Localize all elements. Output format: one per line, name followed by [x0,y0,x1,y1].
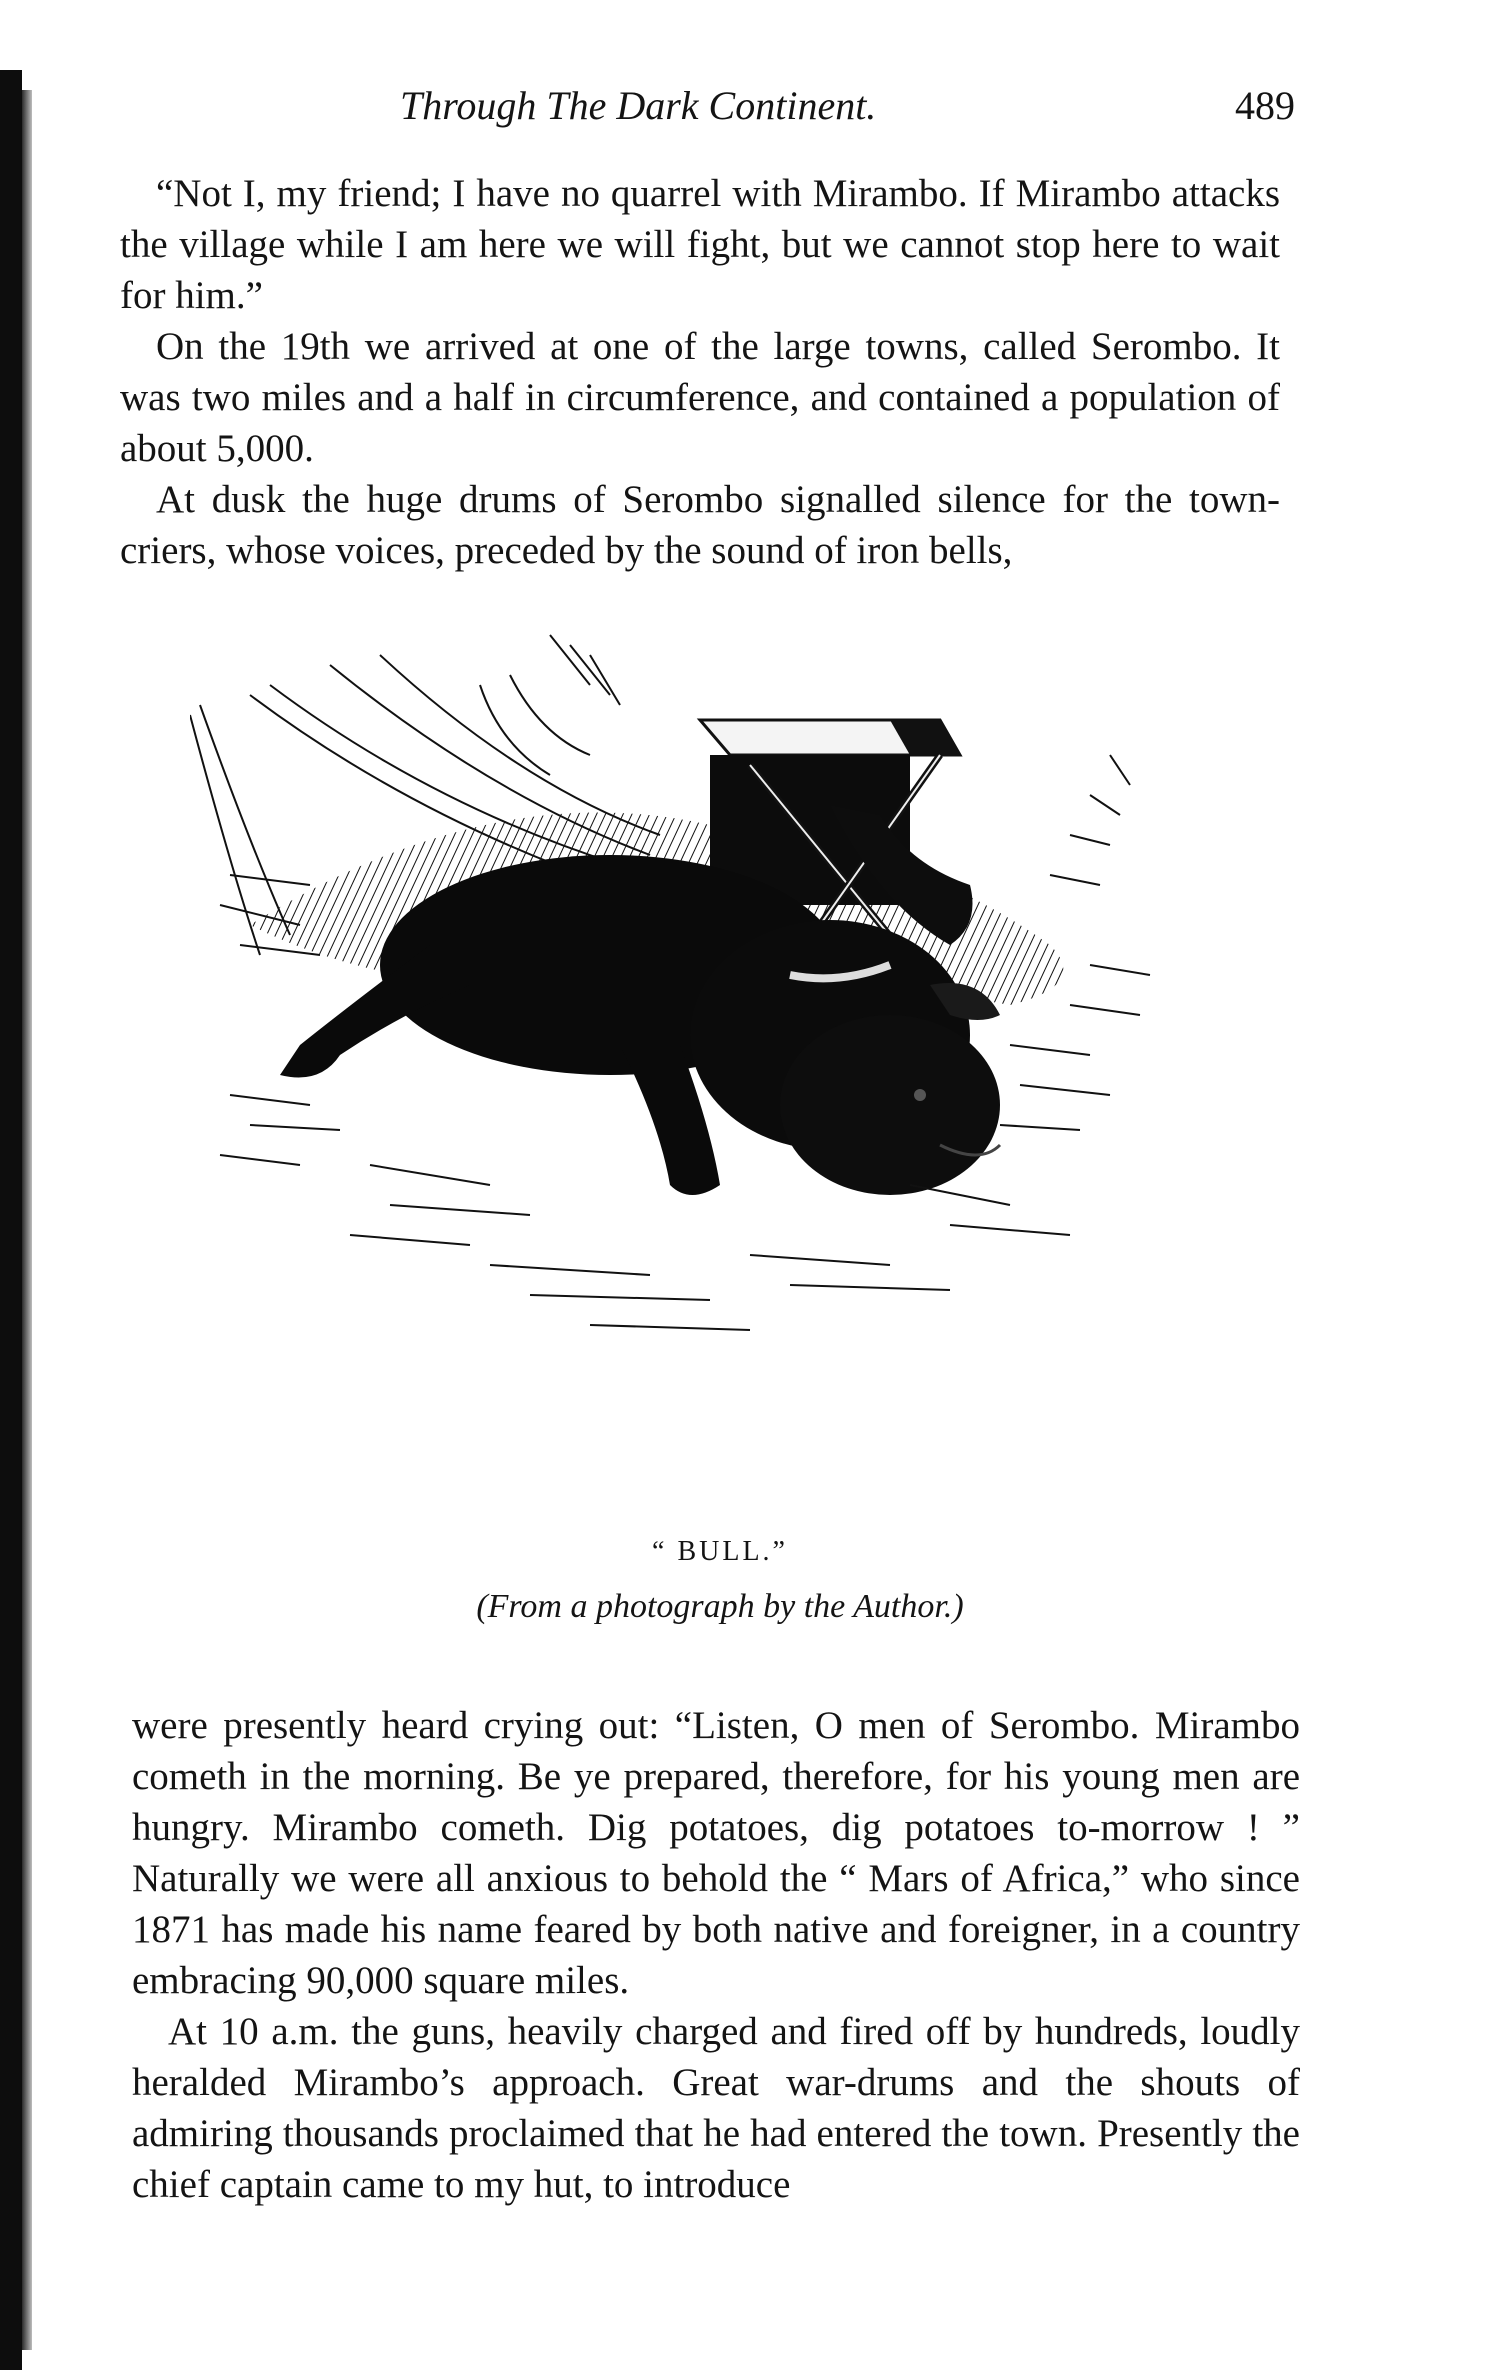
running-title: Through The Dark Continent. [400,83,877,128]
paragraph: On the 19th we arrived at one of the large towns, called Serombo. It was two miles and a half in circumference, and contained a population of about 5,000. [120,325,1280,470]
binding-edge [0,70,22,2370]
paragraph: “Not I, my friend; I have no quarrel with Mirambo. If Mirambo attacks the village while I am here we will fight, but we cannot stop here to wait for him.” [120,172,1280,317]
text-block-bottom [132,1700,1300,2210]
figure-caption-title: “ BULL.” [652,1536,788,1567]
paragraph: were presently heard crying out: “Listen, O men of Serombo. Mirambo cometh in the morning. Be ye prepared, therefore, for his young men are hungry. Mirambo cometh. Dig potatoes, dig potatoes to-morrow ! ” Naturally we were all anxious to behold the “ Mars of Africa,” who since 1871 has made his name feared by both native and foreigner, in a country embracing 90,000 square miles. [132,1704,1300,2002]
figure-caption-credit: (From a photograph by the Author.) [476,1588,964,1625]
text-block-top [120,168,1280,576]
bull-dog-illustration [190,625,1190,1505]
paragraph: At 10 a.m. the guns, heavily charged and fired off by hundreds, loudly heralded Mirambo’s approach. Great war-drums and the shouts of admiring thousands proclaimed that he had entered the town. Presently the chief captain came to my hut, to introduce [132,2010,1300,2206]
page-header [120,82,1295,142]
paragraph: At dusk the huge drums of Serombo signalled silence for the town-criers, whose voices, preceded by the sound of iron bells, [120,478,1280,572]
engraving-image [190,625,1190,1505]
page-number: 489 [1235,83,1295,128]
binding-shadow [22,90,32,2350]
